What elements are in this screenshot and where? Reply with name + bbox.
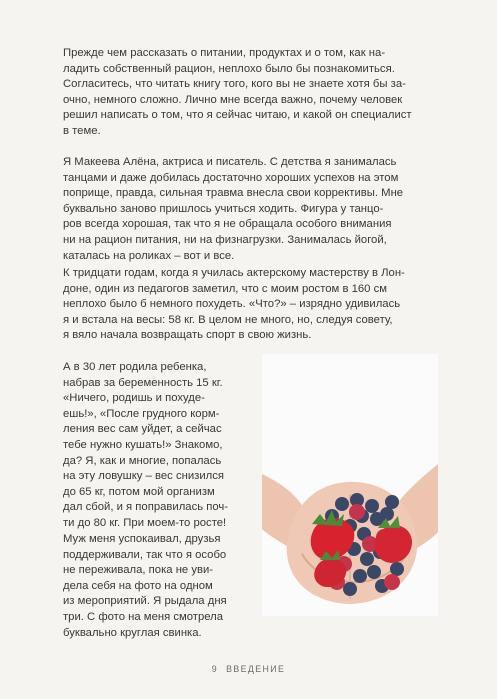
blueberry [335, 497, 349, 511]
blueberry [343, 582, 357, 596]
pregnancy-paragraph: А в 30 лет родила ребенка, набрав за беременность 15 кг. «Ничего, родишь и похуде- ешь!», «После грудного корм- ления вес сам уйдет, а сейчас тебе нужно кушать!» Знакомо, да? Я, как и многие, попалась на эту ловушку – вес снизился до 65 кг, потом мой организм дал сбой, и я поправилась поч- ти до 80 кг. При моем-то росте! [63, 361, 229, 529]
raspberry [349, 504, 365, 520]
blueberry [367, 565, 381, 579]
page-number: 9 [211, 664, 219, 674]
blueberry [353, 569, 367, 583]
london-paragraph: К тридцати годам, когда я училась актерскому мастерству в Лон- доне, один из педагогов заметил, что с моим ростом в 160 см неплохо было б немного похудеть. «Что?» – изрядно удивилась я и встала на весы: 58 кг. В целом не много, но, следуя совету, я вяло начала возвращать спорт в свою жизнь. [63, 267, 405, 342]
section-title: ВВЕДЕНИЕ [226, 664, 286, 674]
blueberry [365, 499, 379, 513]
page-footer [0, 664, 497, 674]
blueberry [360, 552, 374, 566]
berries-in-hands-photo [262, 354, 438, 616]
blueberry [390, 562, 404, 576]
blueberry [385, 495, 399, 509]
intro-paragraph: Прежде чем рассказать о питании, продуктах и о том, как на- ладить собственный рацион, неплохо было бы познакомиться. Согласитесь, что читать книгу того, кого вы не знаете хотя бы за- очно, немного сложно. Лично мне всегда важно, почему человек решил написать о том, что я сейчас читаю, и какой он специалист в теме. [63, 47, 412, 137]
blueberry [380, 507, 394, 521]
author-paragraph: Я Макеева Алёна, актриса и писатель. С детства я занималась танцами и даже добилась достаточно хороших успехов на этом поприще, правда, сильная травма внесла свои коррективы. Мне буквально заново пришлось учиться ходить. Фигура у танцо- ров всегда хорошая, так что я не обращала особого внимания ни на рацион питания, ни на физнагрузки. Занималась йогой, каталась на роликах – вот и все. [63, 156, 404, 262]
husband-paragraph: Муж меня успокаивал, друзья поддерживали, так что я особо не переживала, пока не уви- дела себя на фото на одном из мероприятий. Я рыдала дня три. С фото на меня смотрела буквально круглая свинка. [63, 533, 227, 639]
raspberry [384, 574, 400, 590]
